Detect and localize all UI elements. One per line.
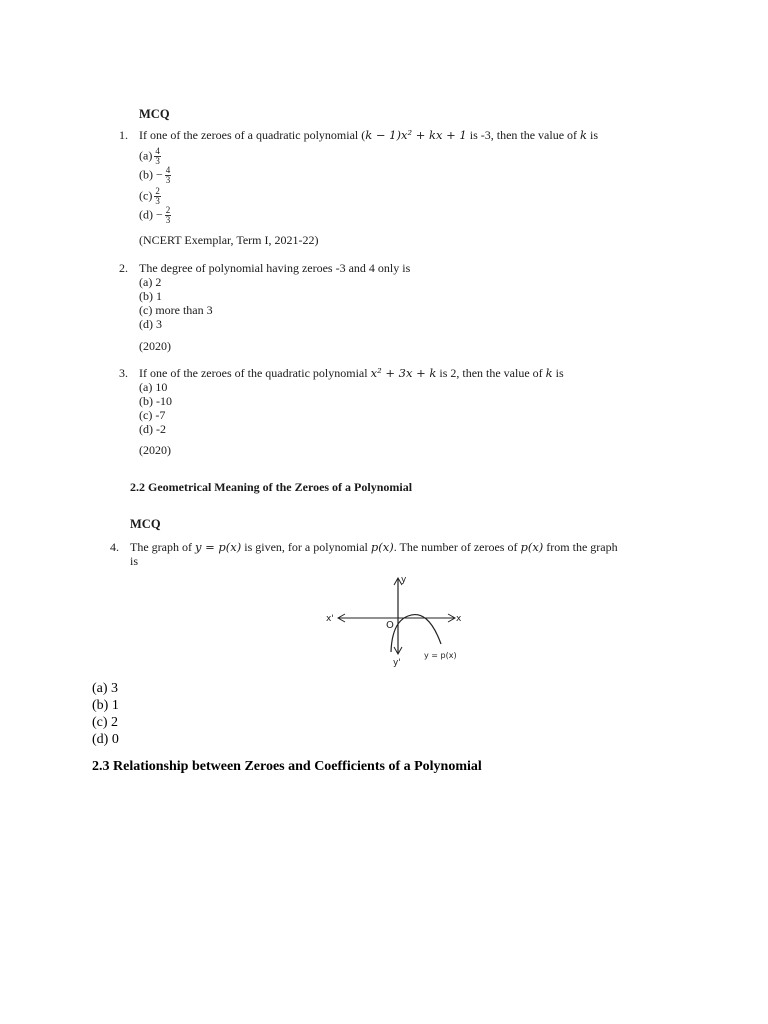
question-text-wrap: is [130, 554, 139, 568]
question-number: 3. [119, 366, 128, 380]
option: (c) 2 [92, 715, 119, 730]
mcq-heading: MCQ [139, 107, 170, 121]
option-label: (b) [139, 167, 153, 182]
question-4 [110, 540, 618, 555]
option [139, 187, 161, 206]
option: (d) -2 [139, 422, 166, 436]
numerator: 4 [165, 165, 171, 175]
option: (a) 10 [139, 380, 168, 394]
option: (c) more than 3 [139, 303, 213, 317]
math-expression: p(x) [520, 540, 544, 554]
option [139, 206, 171, 225]
question-1 [119, 128, 598, 143]
fraction [165, 166, 172, 185]
question-text: . The number of zeroes of [393, 540, 521, 554]
question-text: is 2, then the value of [436, 366, 546, 380]
denominator: 3 [155, 156, 160, 166]
mcq-heading: MCQ [130, 517, 161, 531]
math-expression: p(x) [370, 540, 394, 554]
x-neg-label: x' [326, 614, 334, 624]
question-text: is -3, then the value of [466, 128, 581, 142]
curve-label: y = p(x) [424, 651, 457, 660]
math-variable: k [580, 128, 588, 142]
question-text: The graph of [130, 540, 195, 554]
question-text: from the graph [543, 540, 618, 554]
origin-label: O [386, 620, 394, 631]
option-sign: − [156, 167, 163, 182]
option-label: (a) [139, 148, 153, 163]
option: (b) 1 [139, 289, 162, 303]
question-number: 2. [119, 261, 128, 275]
question-text: is [552, 366, 564, 380]
y-neg-label: y' [393, 658, 401, 668]
option [139, 166, 171, 185]
fraction [154, 187, 161, 206]
y-label: y [401, 575, 407, 585]
option-label: (c) [139, 188, 153, 203]
fraction [165, 206, 172, 225]
question-number: 1. [119, 128, 128, 142]
option: (c) -7 [139, 408, 166, 422]
numerator: 4 [155, 146, 160, 156]
question-source: (2020) [139, 339, 171, 353]
numerator: 2 [165, 205, 171, 215]
option: (d) 3 [139, 317, 162, 331]
option: (a) 2 [139, 275, 162, 289]
option-sign: − [156, 207, 163, 222]
question-text: If one of the zeroes of a quadratic polynomial ( [139, 128, 366, 142]
question-source: (2020) [139, 443, 171, 457]
option: (b) -10 [139, 394, 172, 408]
question-source: (NCERT Exemplar, Term I, 2021-22) [139, 233, 319, 247]
question-text: is [587, 128, 599, 142]
numerator: 2 [155, 186, 160, 196]
math-expression: x² + 3x + k [370, 366, 437, 380]
fraction [154, 147, 161, 166]
math-expression: k − 1)x² + kx + 1 [365, 128, 467, 142]
section-title: 2.2 Geometrical Meaning of the Zeroes of a Polynomial [130, 480, 413, 494]
question-number: 4. [110, 540, 119, 554]
section-title: 2.3 Relationship between Zeroes and Coefficients of a Polynomial [92, 759, 482, 774]
x-label: x [456, 614, 462, 624]
math-variable: k [545, 366, 553, 380]
question-text: The degree of polynomial having zeroes -3 and 4 only is [139, 261, 411, 275]
polynomial-graph [320, 572, 470, 672]
math-expression: y = p(x) [194, 540, 242, 554]
option [139, 147, 161, 166]
denominator: 3 [155, 196, 160, 206]
option: (d) 0 [92, 732, 119, 747]
denominator: 3 [165, 175, 171, 185]
question-3 [119, 366, 564, 381]
question-2 [119, 261, 410, 276]
option: (a) 3 [92, 681, 119, 696]
option: (b) 1 [92, 698, 119, 713]
denominator: 3 [165, 215, 171, 225]
question-text: If one of the zeroes of the quadratic polynomial [139, 366, 371, 380]
question-text: is given, for a polynomial [241, 540, 371, 554]
option-label: (d) [139, 207, 153, 222]
